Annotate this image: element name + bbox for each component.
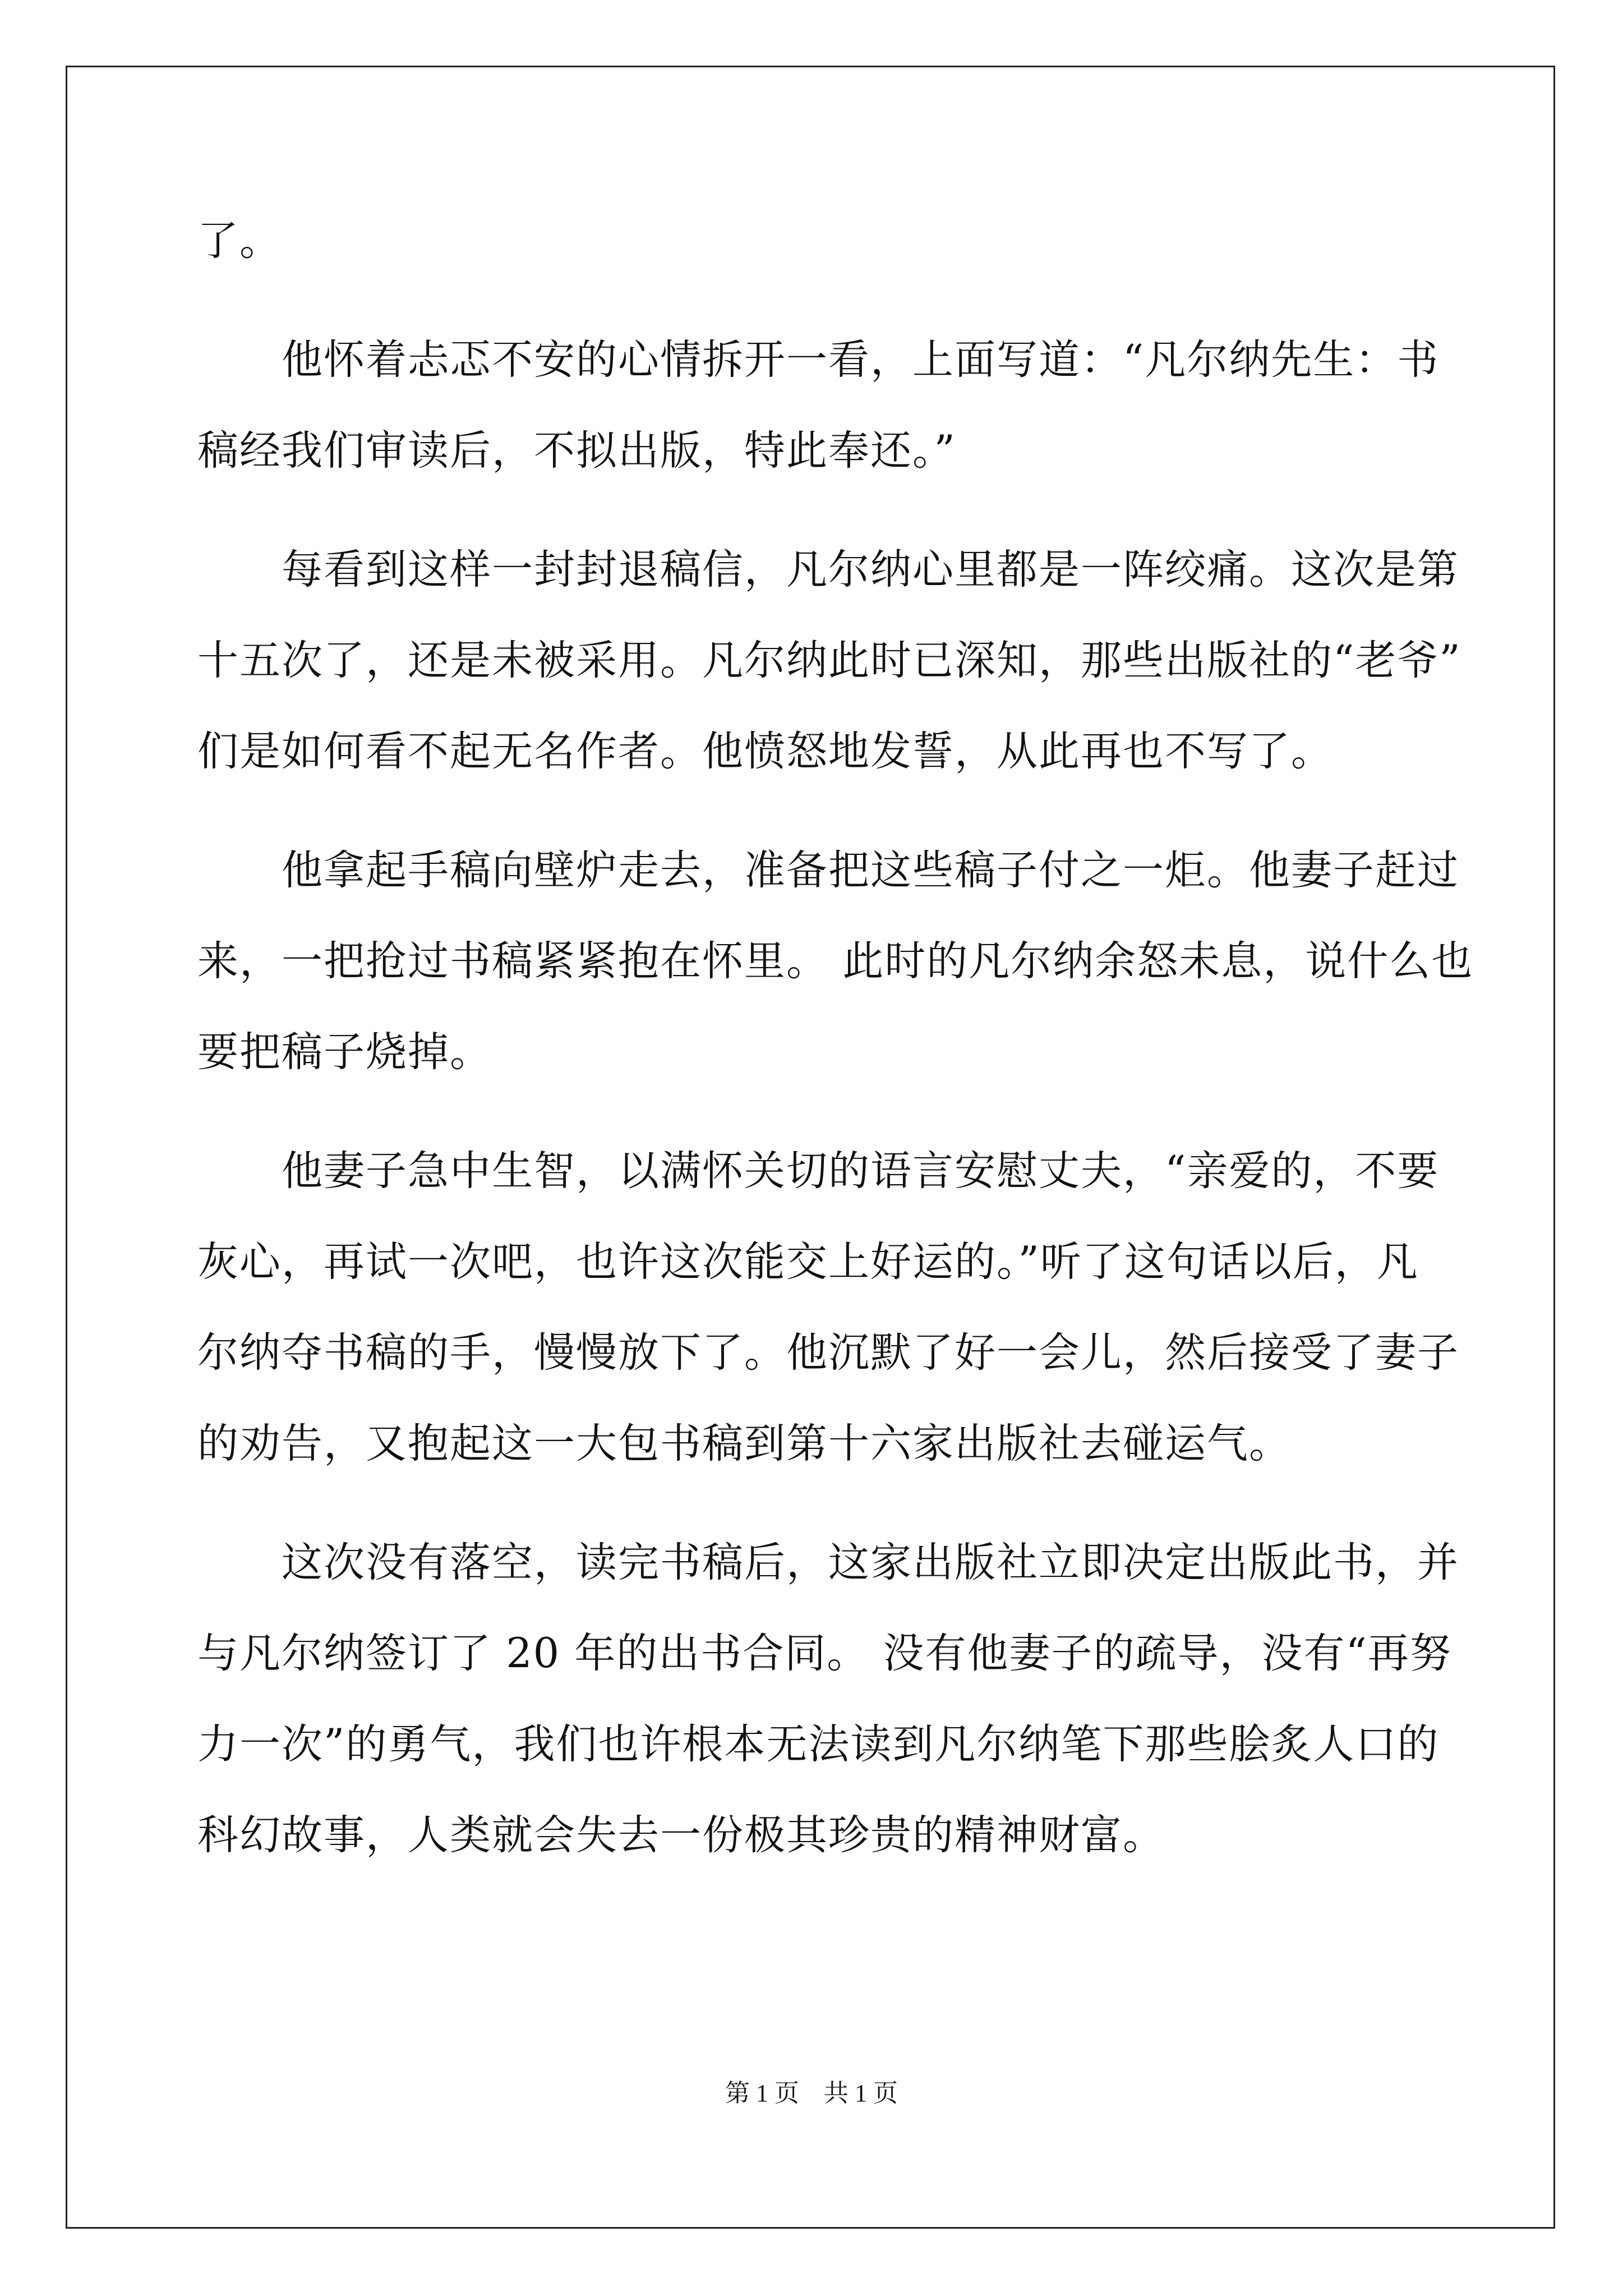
text-line: 这次没有落空，读完书稿后，这家出版社立即决定出版此书，并	[282, 1539, 1459, 1586]
text-line: 他妻子急中生智，以满怀关切的语言安慰丈夫，“亲爱的，不要	[282, 1147, 1440, 1195]
text-line: 尔纳夺书稿的手，慢慢放下了。他沉默了好一会儿，然后接受了妻子	[197, 1329, 1459, 1377]
text-line: 要把稿子烧掉。	[197, 1028, 492, 1076]
text-line: 与凡尔纳签订了 20 年的出书合同。 没有他妻子的疏导，没有“再努	[197, 1630, 1452, 1677]
text-line: 科幻故事，人类就会失去一份极其珍贵的精神财富。	[197, 1811, 1165, 1859]
text-line: 十五次了，还是未被采用。凡尔纳此时已深知，那些出版社的“老爷”	[197, 637, 1461, 684]
page-number: 第 1 页	[725, 2079, 799, 2107]
page-total: 共 1 页	[824, 2079, 898, 2107]
text-line: 他怀着忐忑不安的心情拆开一看，上面写道：“凡尔纳先生：书	[282, 336, 1440, 384]
text-line: 他拿起手稿向壁炉走去，准备把这些稿子付之一炬。他妻子赶过	[282, 846, 1459, 894]
text-line: 灰心，再试一次吧，也许这次能交上好运的。”听了这句话以后，凡	[197, 1238, 1419, 1286]
text-line: 来，一把抢过书稿紧紧抱在怀里。 此时的凡尔纳余怒未息，说什么也	[197, 937, 1474, 985]
text-line: 每看到这样一封封退稿信，凡尔纳心里都是一阵绞痛。这次是第	[282, 546, 1459, 593]
text-line: 了。	[197, 217, 282, 265]
page-footer	[0, 2077, 1623, 2110]
text-line: 稿经我们审读后，不拟出版，特此奉还。”	[197, 427, 956, 475]
text-line: 的劝告，又抱起这一大包书稿到第十六家出版社去碰运气。	[197, 1420, 1291, 1467]
text-line: 们是如何看不起无名作者。他愤怒地发誓，从此再也不写了。	[197, 728, 1333, 775]
text-line: 力一次”的勇气，我们也许根本无法读到凡尔纳笔下那些脍炙人口的	[197, 1720, 1440, 1768]
